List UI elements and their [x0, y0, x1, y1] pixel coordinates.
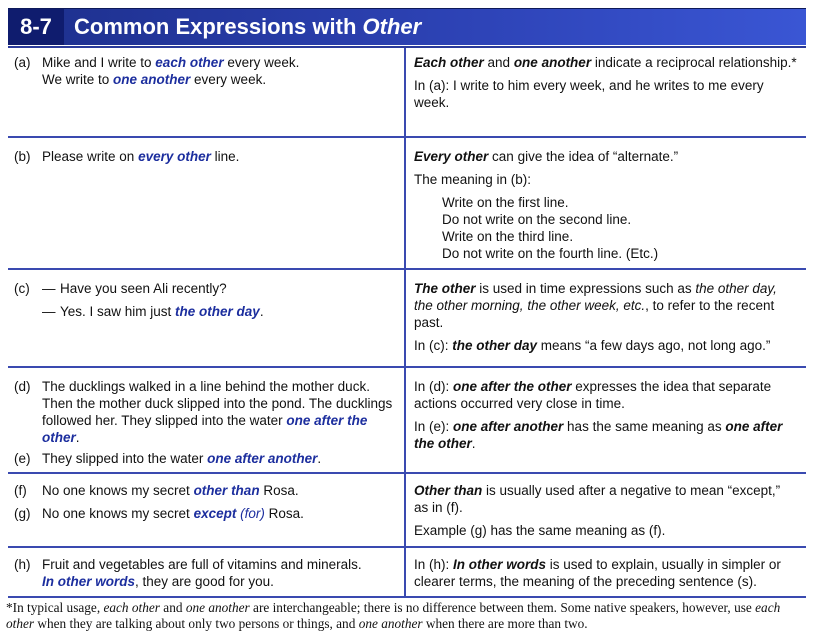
examples-cell: [8, 474, 406, 546]
explanation-cell: [406, 48, 806, 136]
example-e: (e) They slipped into the water one after another.: [14, 451, 322, 466]
explanation-cell: [406, 474, 806, 546]
examples-cell: [8, 270, 406, 366]
table-row: [8, 48, 806, 138]
explanation-text: In (e): one after another has the same meaning as one after the other.: [414, 419, 783, 451]
list-item: Write on the third line.: [442, 229, 574, 244]
explanation-text: In (d): one after the other expresses the idea that separate actions occurred very close in time.: [414, 379, 772, 411]
examples-cell: [8, 138, 406, 268]
table-row: [8, 548, 806, 598]
table-row: [8, 474, 806, 548]
list-item: Do not write on the fourth line. (Etc.): [442, 246, 659, 261]
explanation-text: In (h): In other words is used to explain, usually in simpler or clearer terms, the meaning of the preceding sentence (s).: [414, 557, 781, 589]
examples-cell: [8, 368, 406, 472]
example-h: (h) Fruit and vegetables are full of vitamins and minerals. In other words, they are good for you.: [14, 557, 362, 589]
explanation-cell: [406, 368, 806, 472]
example-g: (g) No one knows my secret except (for) Rosa.: [14, 506, 304, 521]
chart-header: [8, 8, 806, 45]
example-c: (c) — Have you seen Ali recently? — Yes. I saw him just the other day.: [14, 281, 264, 319]
explanation-cell: [406, 270, 806, 366]
chart-title: Common Expressions with Other: [74, 14, 422, 39]
footnote: *In typical usage, each other and one another are interchangeable; there is no difference between them. Some native speakers, however, use each other when they are talking about only two persons or things, and one another when there are more than two.: [6, 600, 781, 631]
explanation-text: In (a): I write to him every week, and he writes to me every week.: [414, 78, 764, 110]
list-item: Write on the first line.: [442, 195, 569, 210]
table-row: [8, 270, 806, 368]
examples-cell: [8, 548, 406, 596]
explanation-text: Other than is usually used after a negative to mean “except,” as in (f).: [414, 483, 781, 515]
explanation-text: In (c): the other day means “a few days ago, not long ago.”: [414, 338, 771, 353]
examples-cell: [8, 48, 406, 136]
explanation-text: Every other can give the idea of “alternate.”: [414, 149, 679, 164]
explanation-text: The other is used in time expressions such as the other day, the other morning, the other week, etc., to refer to the recent past.: [414, 281, 777, 330]
example-a: (a) Mike and I write to each other every week. We write to one another every week.: [14, 55, 300, 87]
grammar-table: [8, 46, 806, 598]
explanation-text: Example (g) has the same meaning as (f).: [414, 523, 666, 538]
chart-number: 8-7: [8, 9, 64, 45]
explanation-cell: [406, 548, 806, 596]
explanation-text: The meaning in (b):: [414, 172, 532, 187]
example-b: (b) Please write on every other line.: [14, 149, 240, 164]
explanation-text: Each other and one another indicate a reciprocal relationship.*: [414, 55, 797, 70]
table-row: [8, 368, 806, 474]
example-d: (d) The ducklings walked in a line behind the mother duck. Then the mother duck slipped into the pond. The ducklings followed her. They slipped into the water one after the other.: [14, 379, 393, 445]
table-row: [8, 138, 806, 270]
example-f: (f) No one knows my secret other than Rosa.: [14, 483, 299, 498]
explanation-cell: [406, 138, 806, 268]
list-item: Do not write on the second line.: [442, 212, 632, 227]
